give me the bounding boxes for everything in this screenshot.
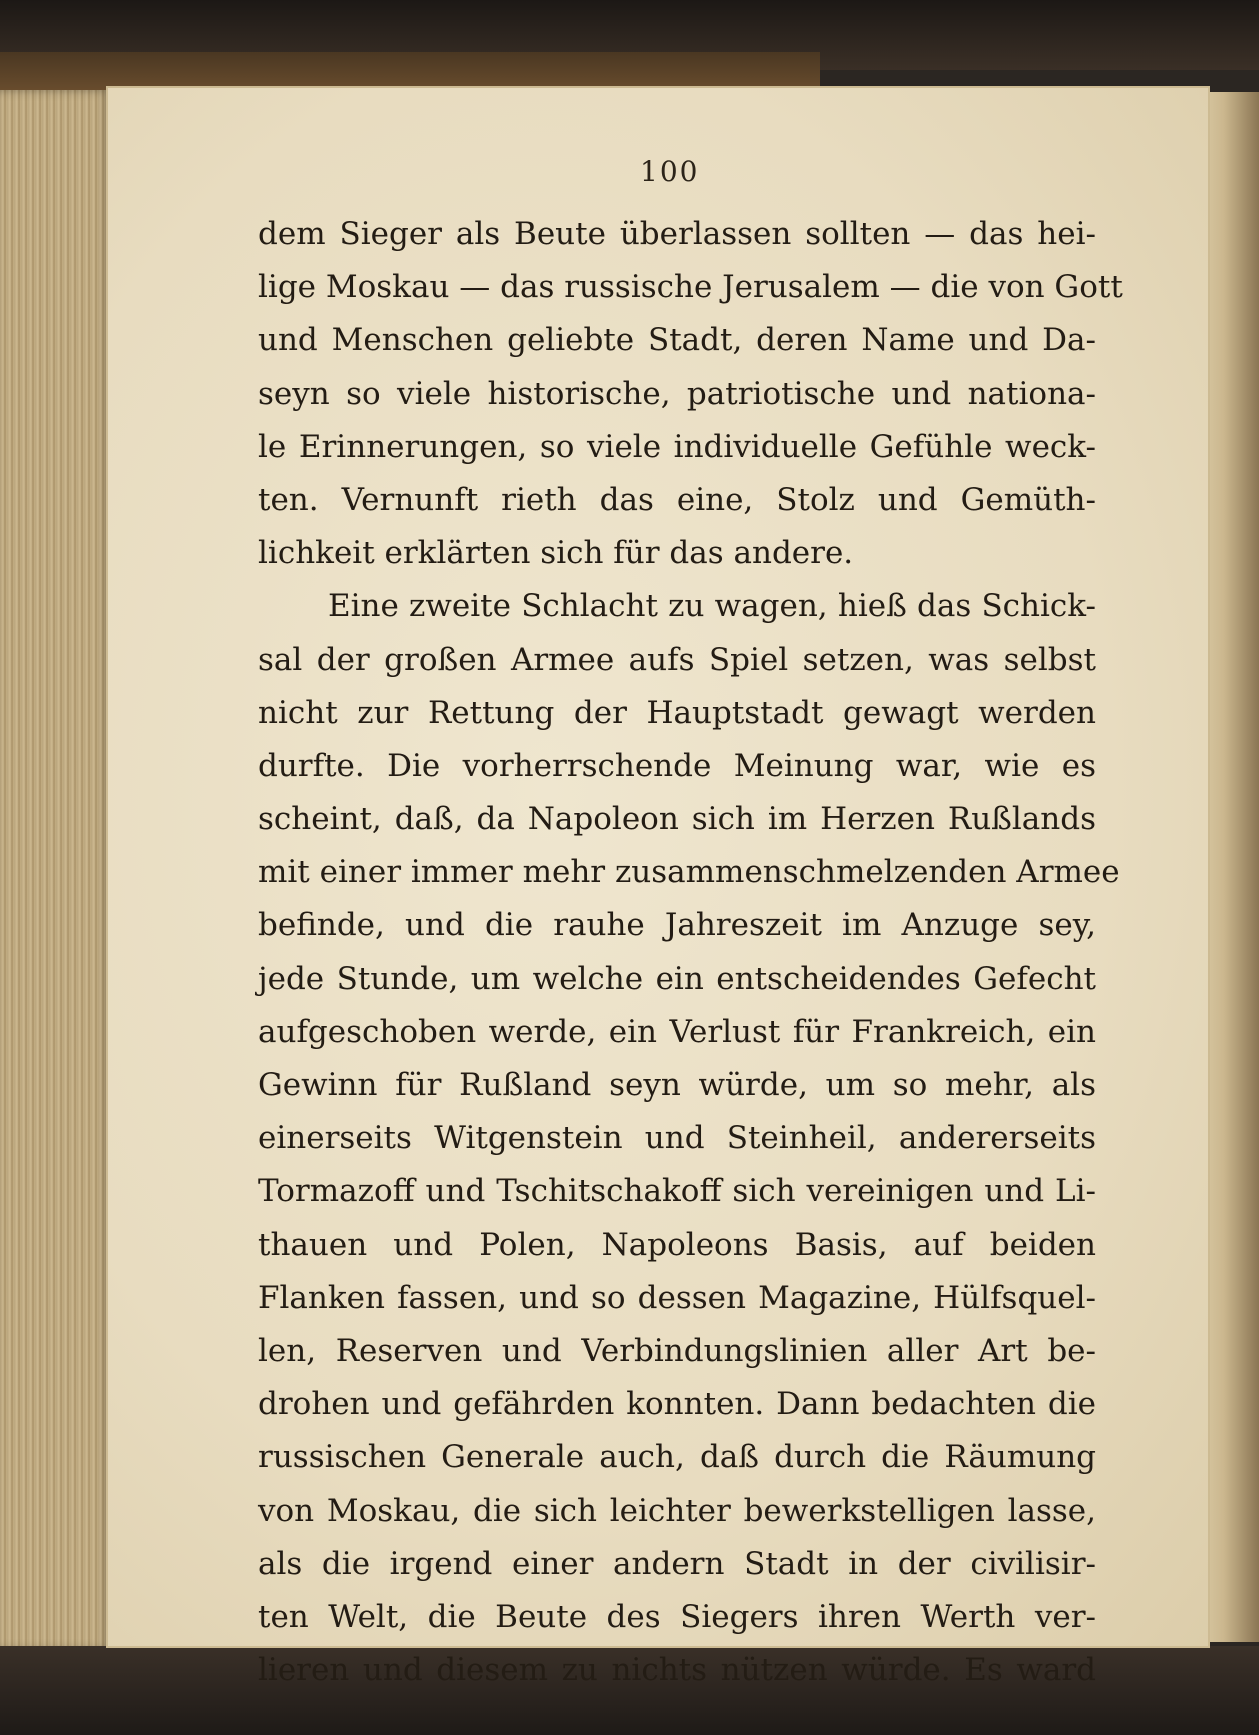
text-line: durfte. Die vorherrschende Meinung war, wie es [258,747,1096,784]
text-line: ten. Vernunft rieth das eine, Stolz und Gemüth- [258,481,1096,518]
text-line: und Menschen geliebte Stadt, deren Name und Da- [258,322,1096,359]
text-line: sal der großen Armee aufs Spiel setzen, was selbst [258,641,1096,678]
text-line: lieren und diesem zu nichts nützen würde. Es ward [258,1652,1096,1689]
text-line: len, Reserven und Verbindungslinien aller Art be- [258,1332,1096,1369]
text-line: le Erinnerungen, so viele individuelle Gefühle weck- [258,428,1096,465]
text-line: thauen und Polen, Napoleons Basis, auf beiden [258,1226,1096,1263]
text-line: lichkeit erklärten sich für das andere. [258,535,854,572]
text-line: seyn so viele historische, patriotische und nationa- [258,375,1096,412]
next-page-edge [1200,92,1259,1642]
text-line: ten Welt, die Beute des Siegers ihren Werth ver- [258,1598,1096,1635]
text-line: lige Moskau — das russische Jerusalem — die von Gott [258,269,1123,306]
paragraph-start: Eine zweite Schlacht zu wagen, hieß das Schick- [328,588,1096,625]
text-line: einerseits Witgenstein und Steinheil, andererseits [258,1120,1096,1157]
text-line: Gewinn für Rußland seyn würde, um so mehr, als [258,1067,1096,1103]
page-number: 100 [640,155,700,188]
body-text [258,208,1123,1697]
text-line: russischen Generale auch, daß durch die Räumung [258,1439,1096,1476]
text-line: dem Sieger als Beute überlassen sollten — das hei- [258,216,1096,252]
text-line: Tormazoff und Tschitschakoff sich vereinigen und Li- [258,1173,1096,1210]
text-line: als die irgend einer andern Stadt in der civilisir- [258,1545,1096,1582]
text-line: Flanken fassen, und so dessen Magazine, Hülfsquel- [258,1279,1096,1316]
text-line: mit einer immer mehr zusammenschmelzenden Armee [258,854,1120,891]
text-line: drohen und gefährden konnten. Dann bedachten die [258,1386,1096,1423]
page-edges-left [0,90,112,1650]
text-line: jede Stunde, um welche ein entscheidendes Gefecht [258,960,1096,997]
text-line: von Moskau, die sich leichter bewerkstelligen lasse, [258,1492,1096,1529]
text-line: scheint, daß, da Napoleon sich im Herzen Rußlands [258,801,1096,838]
text-line: nicht zur Rettung der Hauptstadt gewagt werden [258,694,1096,731]
text-line: befinde, und die rauhe Jahreszeit im Anzuge sey, [258,907,1096,944]
text-line: aufgeschoben werde, ein Verlust für Frankreich, ein [258,1013,1096,1050]
